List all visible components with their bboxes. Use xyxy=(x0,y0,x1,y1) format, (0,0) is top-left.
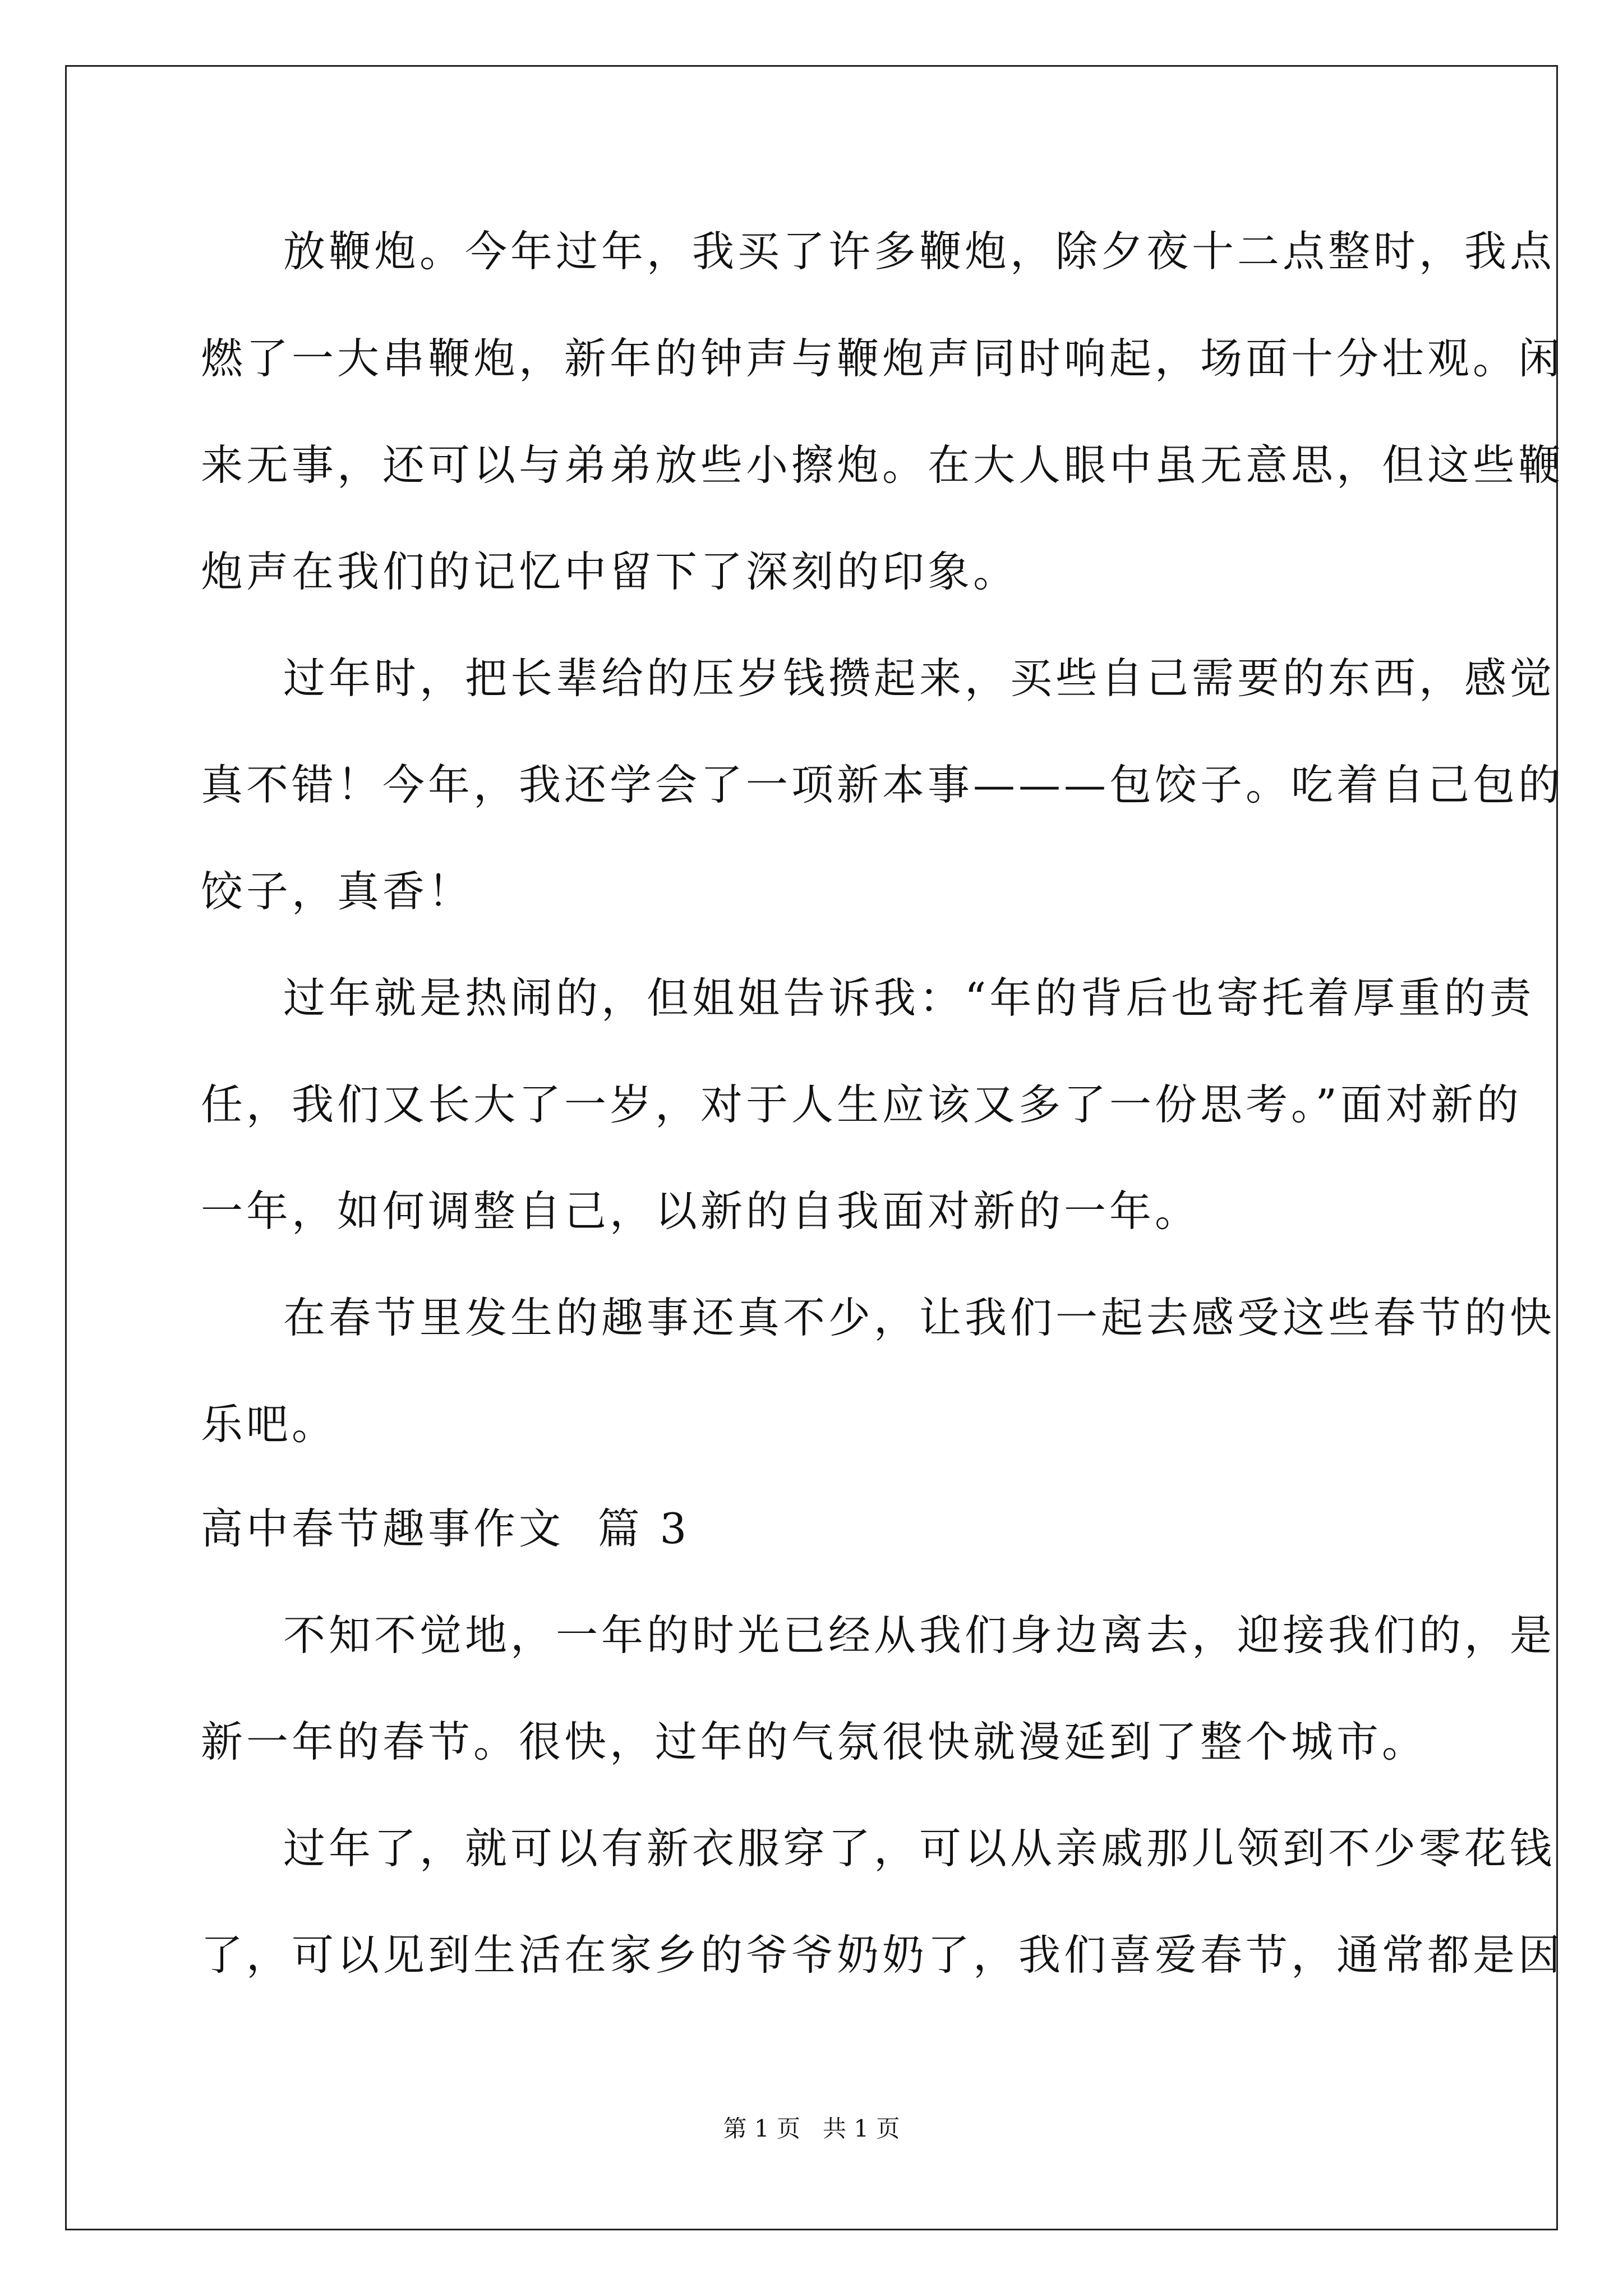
paragraph-line: 燃了一大串鞭炮，新年的钟声与鞭炮声同时响起，场面十分壮观。闲 xyxy=(201,334,1564,383)
paragraph-line: 真不错！今年，我还学会了一项新本事———包饺子。吃着自己包的 xyxy=(201,760,1564,809)
page-number: 第 1 页 xyxy=(723,2115,800,2142)
paragraph-line: 任，我们又长大了一岁，对于人生应该又多了一份思考。”面对新的 xyxy=(201,1080,1522,1129)
paragraph-line: 放鞭炮。今年过年，我买了许多鞭炮，除夕夜十二点整时，我点 xyxy=(283,227,1556,276)
page-total: 共 1 页 xyxy=(823,2115,900,2142)
page-border xyxy=(65,65,1564,2230)
paragraph-line: 来无事，还可以与弟弟放些小擦炮。在大人眼中虽无意思，但这些鞭 xyxy=(201,440,1564,490)
paragraph-line: 在春节里发生的趣事还真不少，让我们一起去感受这些春节的快 xyxy=(283,1293,1556,1342)
paragraph-line: 新一年的春节。很快，过年的气氛很快就漫延到了整个城市。 xyxy=(201,1717,1428,1766)
paragraph-line: 过年就是热闹的，但姐姐告诉我：“年的背后也寄托着厚重的责 xyxy=(283,973,1535,1023)
paragraph-line: 乐吧。 xyxy=(201,1400,338,1449)
section-heading: 高中春节趣事作文 篇 3 xyxy=(201,1504,690,1553)
page-footer xyxy=(0,2115,1623,2143)
paragraph-line: 炮声在我们的记忆中留下了深刻的印象。 xyxy=(201,547,1019,596)
paragraph-line: 饺子，真香！ xyxy=(201,867,474,916)
paragraph-line: 不知不觉地，一年的时光已经从我们身边离去，迎接我们的，是 xyxy=(283,1611,1556,1660)
paragraph-line: 一年，如何调整自己，以新的自我面对新的一年。 xyxy=(201,1186,1201,1236)
paragraph-line: 了，可以见到生活在家乡的爷爷奶奶了，我们喜爱春节，通常都是因 xyxy=(201,1930,1564,1980)
paragraph-line: 过年时，把长辈给的压岁钱攒起来，买些自己需要的东西，感觉 xyxy=(283,654,1556,703)
paragraph-line: 过年了，就可以有新衣服穿了，可以从亲戚那儿领到不少零花钱 xyxy=(283,1824,1556,1873)
